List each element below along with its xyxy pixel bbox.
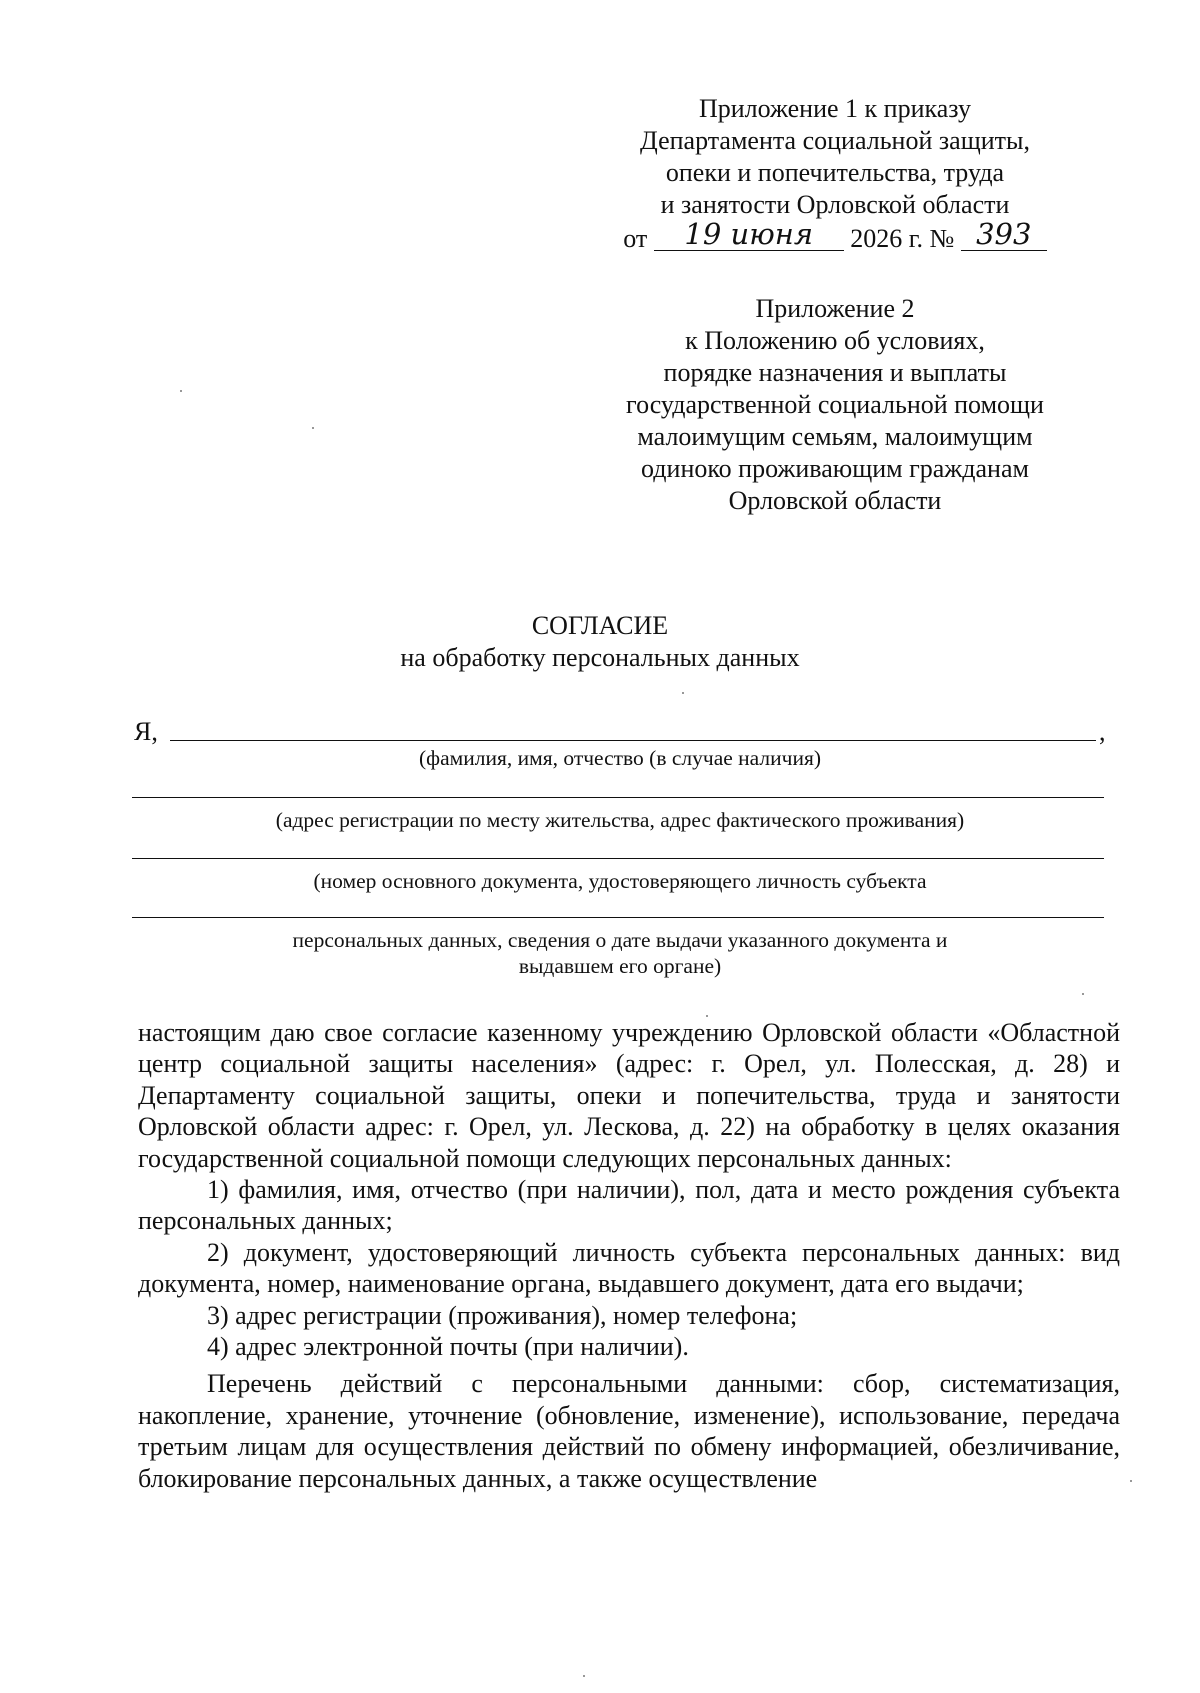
caption-address: (адрес регистрации по месту жительства, адрес фактического проживания) [275,808,965,832]
order-appendix-line: опеки и попечительства, труда [665,158,1005,187]
caption-document-cont: персональных данных, сведения о дате выдачи указанного документа и выдавшем его органе) [292,928,948,978]
body-list-item: 3) адрес регистрации (проживания), номер телефона; [207,1300,798,1330]
body-list-item: 4) адрес электронной почты (при наличии). [207,1332,689,1362]
form-comma: , [1099,717,1106,746]
name-field-line [170,740,1096,741]
body-list-item: 1) фамилия, имя, отчество (при наличии), пол, дата и место рождения субъекта персональных данных; [138,1175,1120,1236]
title-main: СОГЛАСИЕ [531,611,669,640]
order-appendix-line: Приложение 1 к приказу [698,94,971,123]
regulation-appendix-line: одиноко проживающим гражданам [641,454,1029,483]
order-date-line [590,217,1080,255]
order-year: 2026 г. № [850,224,955,253]
order-appendix-line: и занятости Орловской области [660,190,1010,219]
scan-speck [180,390,182,392]
scan-speck [1082,993,1084,995]
handwritten-date: 19 июня [654,220,844,251]
scan-speck [682,692,684,694]
scan-speck [312,427,314,429]
order-appendix-header [590,93,1080,255]
title-sub: на обработку персональных данных [400,643,800,672]
caption-document: (номер основного документа, удостоверяющего личность субъекта [313,869,927,893]
regulation-appendix-line: порядке назначения и выплаты [663,358,1007,387]
scan-speck [706,1015,708,1017]
body-list-item: 2) документ, удостоверяющий личность субъекта персональных данных: вид документа, номер, наименование органа, выдавшего документ, дата его выдачи; [138,1237,1120,1299]
regulation-appendix-line: государственной социальной помощи [626,390,1044,419]
scan-speck [583,1675,585,1677]
document-field-line [132,858,1104,859]
regulation-appendix-line: к Положению об условиях, [685,326,985,355]
handwritten-order-number: 393 [961,220,1047,251]
regulation-appendix-line: малоимущим семьям, малоимущим [637,422,1033,451]
form-prefix: Я, [134,717,158,746]
consent-body [138,1017,1120,1494]
regulation-appendix-line: Приложение 2 [755,294,915,323]
body-paragraph: настоящим даю свое согласие казенному учреждению Орловской области «Областной центр социальной защиты населения» (адрес: г. Орел, ул. Полесская, д. 28) и Департаменту социальной защиты, опеки и попечительства, труда и занятости Орловской области адрес: г. Орел, ул. Лескова, д. 22) на обработку в целях оказания государственной социальной помощи следующих персональных данных: [138,1018,1120,1173]
document-field-line-2 [132,917,1104,918]
date-prefix: от [623,224,648,253]
address-field-line [132,797,1104,798]
regulation-appendix-line: Орловской области [728,486,942,515]
caption-name: (фамилия, имя, отчество (в случае наличия) [418,746,821,770]
regulation-appendix-header [590,293,1080,517]
document-title [0,610,1200,674]
body-paragraph: Перечень действий с персональными данными: сбор, систематизация, накопление, хранение, уточнение (обновление, изменение), использование, передача третьим лицам для осуществления действий по обмену информацией, обезличивание, блокирование персональных данных, а также осуществление [138,1369,1120,1493]
scan-speck [1130,1480,1132,1482]
order-appendix-line: Департамента социальной защиты, [640,126,1030,155]
